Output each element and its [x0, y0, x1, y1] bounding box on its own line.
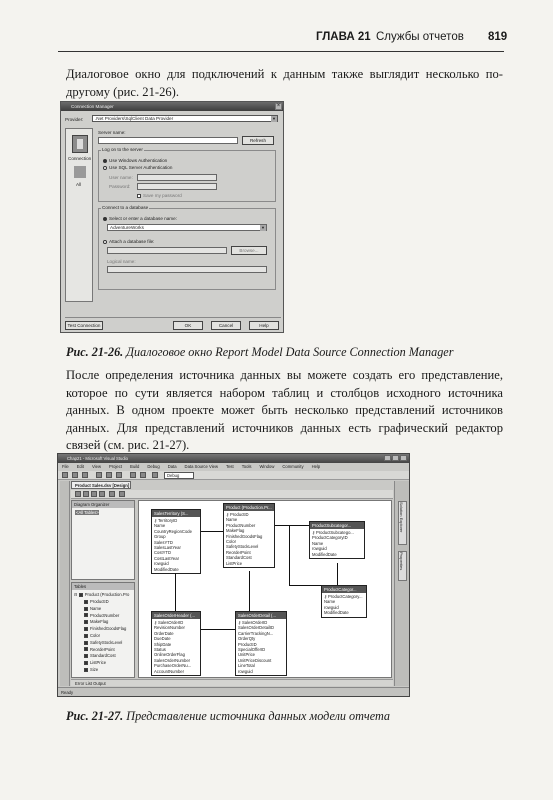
- tables-pane: [71, 582, 135, 678]
- checkbox-icon: [84, 661, 88, 665]
- relationship-line[interactable]: [201, 629, 235, 630]
- test-connection-button[interactable]: Test Connection: [65, 321, 103, 330]
- figure-21-27-caption: [66, 709, 506, 724]
- user-name-input[interactable]: [137, 174, 217, 181]
- dsv-table-header[interactable]: ProductCategor...: [322, 586, 366, 593]
- dsv-column[interactable]: SafetyStockLevel: [226, 544, 259, 550]
- dsv-column[interactable]: DueDate: [154, 636, 171, 642]
- caption-text: Представление источника данных модели отчета: [123, 709, 391, 723]
- tree-column-item[interactable]: [84, 606, 101, 612]
- menu-item-view[interactable]: View: [91, 464, 101, 469]
- new-relationship-icon[interactable]: [83, 491, 89, 497]
- header-rule: [58, 51, 504, 52]
- tables-header: Tables: [72, 583, 134, 590]
- chapter-label: ГЛАВА 21: [316, 31, 371, 43]
- caption-text: Диалоговое окно Report Model Data Source Connection Manager: [123, 345, 454, 359]
- radio-off-icon: [103, 240, 107, 244]
- database-select[interactable]: [107, 224, 267, 231]
- dsv-column[interactable]: SpecialOfferID: [238, 646, 266, 652]
- dsv-table-header[interactable]: SalesTerritory (S...: [152, 510, 200, 517]
- delete-icon[interactable]: [109, 491, 115, 497]
- menu-item-tools[interactable]: Tools: [241, 464, 252, 469]
- dsv-table-body: [152, 517, 200, 573]
- radio-on-icon: [103, 159, 107, 163]
- dsv-column[interactable]: UnitPriceDiscount: [238, 657, 272, 663]
- tree-column-item[interactable]: [84, 619, 108, 625]
- dsv-column[interactable]: CostYTD: [154, 550, 171, 556]
- connection-icon[interactable]: [72, 135, 88, 153]
- all-tables-item[interactable]: <All Tables>: [76, 510, 99, 515]
- zoom-icon[interactable]: [119, 491, 125, 497]
- menu-item-data-source-view[interactable]: Data Source View: [184, 464, 218, 469]
- dsv-column[interactable]: CountryRegionCode: [154, 528, 192, 534]
- figure-21-26-caption: [66, 345, 506, 360]
- dsv-table[interactable]: [309, 521, 365, 559]
- ok-button[interactable]: OK: [173, 321, 203, 330]
- tree-column-label: StandardCost: [90, 653, 116, 659]
- attach-file-input[interactable]: [107, 247, 227, 254]
- dsv-column[interactable]: ListPrice: [226, 560, 243, 566]
- minus-icon[interactable]: ⊟: [74, 592, 78, 597]
- minimize-icon[interactable]: [384, 455, 391, 461]
- provider-select[interactable]: [92, 115, 278, 122]
- tree-column-item[interactable]: [84, 640, 122, 646]
- dsv-table[interactable]: [321, 585, 367, 618]
- dsv-column[interactable]: ⚷ ProductID: [226, 512, 272, 517]
- logical-name-input[interactable]: [107, 266, 267, 273]
- save-password-label: Save my password: [143, 193, 182, 198]
- tab-solution-explorer[interactable]: [398, 501, 407, 545]
- logon-group: [98, 147, 276, 202]
- menu-item-data[interactable]: Data: [167, 464, 177, 469]
- tree-column-label: Name: [90, 605, 102, 611]
- tab-product-sales-dsv[interactable]: Product Sales.dsv [Design]: [71, 481, 131, 489]
- windows-auth-radio[interactable]: [103, 158, 167, 163]
- refresh-icon[interactable]: [99, 491, 105, 497]
- relationship-line[interactable]: [337, 563, 338, 585]
- tree-column-label: ProductNumber: [90, 612, 120, 618]
- dsv-table-header[interactable]: SalesOrderHeader (...: [152, 612, 200, 619]
- figure-21-26-screenshot: [60, 101, 284, 333]
- caption-label: Рис. 21-26.: [66, 345, 124, 359]
- tree-column-label: SafetyStockLevel: [90, 639, 123, 645]
- status-bar: Ready: [58, 687, 409, 696]
- user-name-label: User name:: [109, 175, 133, 180]
- maximize-icon[interactable]: [392, 455, 399, 461]
- dsv-column[interactable]: CostLastYear: [154, 555, 179, 561]
- dsv-column[interactable]: OrderDate: [154, 630, 174, 636]
- dsv-table-body: [322, 593, 366, 617]
- vs-menu-bar: [58, 463, 409, 471]
- dsv-column[interactable]: ⚷ ProductCategory...: [324, 594, 364, 599]
- toolbox-strip[interactable]: [60, 481, 70, 686]
- connect-db-group: [98, 205, 276, 290]
- cut-icon[interactable]: [96, 472, 102, 478]
- vs-toolbar: [58, 471, 409, 480]
- dsv-column[interactable]: SalesLastYear: [154, 544, 181, 550]
- dsv-column[interactable]: MakeFlag: [226, 528, 245, 534]
- dsv-column[interactable]: rowguid: [312, 546, 327, 552]
- dsv-column[interactable]: Name: [324, 599, 336, 605]
- dsv-column[interactable]: ProductCategoryID: [312, 535, 348, 541]
- diagram-organizer-header: Diagram Organizer: [72, 501, 134, 508]
- dsv-table-header[interactable]: SalesOrderDetail (...: [236, 612, 286, 619]
- dsv-column[interactable]: Name: [312, 540, 324, 546]
- menu-item-community[interactable]: Community: [282, 464, 304, 469]
- dsv-column[interactable]: ⚷ SalesOrderID: [154, 620, 198, 625]
- dsv-table-header[interactable]: ProductSubcategor...: [310, 522, 364, 529]
- dsv-column[interactable]: rowguid: [154, 561, 169, 567]
- paste-icon[interactable]: [116, 472, 122, 478]
- server-name-input[interactable]: [98, 137, 238, 144]
- checkbox-icon: [137, 194, 141, 198]
- radio-off-icon: [103, 166, 107, 170]
- password-input[interactable]: [137, 183, 217, 190]
- dialog-main: [96, 128, 281, 302]
- dsv-column[interactable]: ModifiedDate: [312, 551, 337, 557]
- dialog-divider: [65, 317, 281, 318]
- dialog-sidebar: [65, 128, 93, 302]
- relationship-line[interactable]: [289, 525, 290, 585]
- chevron-down-icon[interactable]: ▼: [261, 225, 265, 230]
- tree-column-item[interactable]: [84, 667, 98, 673]
- dsv-table[interactable]: [235, 611, 287, 676]
- tree-column-label: Size: [90, 667, 99, 672]
- dsv-column[interactable]: Status: [154, 646, 166, 652]
- dsv-column[interactable]: ⚷ SalesOrderID: [238, 620, 284, 625]
- dsv-diagram-canvas[interactable]: [138, 500, 392, 678]
- dsv-table-body: [152, 619, 200, 675]
- menu-item-window[interactable]: Window: [259, 464, 275, 469]
- dsv-column[interactable]: Group: [154, 534, 166, 540]
- menu-item-test[interactable]: Test: [226, 464, 234, 469]
- checkbox-icon: [84, 641, 88, 645]
- relationship-line[interactable]: [249, 571, 250, 611]
- browse-button[interactable]: Browse...: [231, 246, 267, 255]
- tree-column-item[interactable]: [84, 626, 126, 632]
- server-name-label: Server name:: [98, 130, 126, 135]
- menu-item-project[interactable]: Project: [108, 464, 123, 469]
- dialog-title: Connection Manager: [71, 104, 114, 109]
- caption-label: Рис. 21-27.: [66, 709, 124, 723]
- dsv-column[interactable]: ModifiedDate: [324, 610, 349, 616]
- checkbox-icon: [84, 627, 88, 631]
- dsv-column[interactable]: ⚷ ProductSubcatego...: [312, 530, 362, 535]
- sql-auth-radio[interactable]: [103, 165, 172, 170]
- attach-db-label: Attach a database file:: [109, 239, 155, 244]
- dsv-column[interactable]: FinishedGoodsFlag: [226, 533, 263, 539]
- menu-item-file[interactable]: File: [62, 464, 69, 469]
- dsv-column[interactable]: LineTotal: [238, 663, 255, 669]
- copy-icon[interactable]: [106, 472, 112, 478]
- redo-icon[interactable]: [140, 472, 146, 478]
- undo-icon[interactable]: [130, 472, 136, 478]
- paragraph-2: После определения источника данных вы можете создать его представление, которое по сути является набором таблиц и столбцов исходного источника данных. В одном проекте может быть несколько представлений источников данных. Для представлений источников данных есть графический редактор связей (см. рис. 21-27).: [66, 368, 503, 452]
- figure-21-27-screenshot: [57, 453, 410, 697]
- tree-column-label: ListPrice: [90, 660, 107, 666]
- dsv-column[interactable]: StandardCost: [226, 555, 252, 561]
- relationship-line[interactable]: [201, 531, 223, 532]
- dsv-column[interactable]: ReorderPoint: [226, 549, 251, 555]
- dsv-column[interactable]: SalesOrderNumber: [154, 657, 191, 663]
- tree-column-item[interactable]: [84, 633, 100, 639]
- tree-column-label: FinishedGoodsFlag: [90, 626, 127, 632]
- tree-root-label: Product (Production.Pro: [84, 592, 130, 597]
- new-named-query-icon[interactable]: [91, 491, 97, 497]
- menu-item-build[interactable]: Build: [130, 464, 140, 469]
- checkbox-icon: [84, 620, 88, 624]
- start-icon[interactable]: [152, 472, 158, 478]
- database-value: AdventureWorks: [110, 225, 144, 230]
- diagram-organizer-pane: [71, 500, 135, 580]
- radio-on-icon: [103, 217, 107, 221]
- checkbox-icon: [84, 647, 88, 651]
- relationship-line[interactable]: [275, 525, 309, 526]
- tree-column-item[interactable]: [84, 647, 115, 653]
- dsv-table[interactable]: [151, 611, 201, 676]
- password-label: Password:: [109, 184, 131, 189]
- help-button[interactable]: Help: [249, 321, 279, 330]
- new-project-icon[interactable]: [62, 472, 68, 478]
- vs-title: Chap21 - Microsoft Visual Studio: [67, 456, 128, 461]
- tree-column-item[interactable]: [84, 613, 119, 619]
- menu-item-debug[interactable]: Debug: [147, 464, 160, 469]
- tree-column-label: ReorderPoint: [90, 646, 115, 652]
- refresh-button[interactable]: Refresh: [242, 136, 274, 145]
- select-db-radio[interactable]: [103, 216, 177, 221]
- dsv-toolbar: [71, 490, 393, 499]
- select-db-label: Select or enter a database name:: [109, 216, 177, 221]
- relationship-line[interactable]: [175, 573, 176, 611]
- dsv-column[interactable]: SalesYTD: [154, 539, 173, 545]
- tree-column-label: ProductID: [90, 599, 109, 604]
- solution-explorer-label: Solution Explorer: [399, 502, 404, 533]
- all-properties-icon[interactable]: [74, 166, 86, 178]
- open-icon[interactable]: [72, 472, 78, 478]
- tree-column-item[interactable]: [84, 653, 116, 659]
- dsv-column[interactable]: SalesOrderDetailID: [238, 625, 275, 631]
- save-password-checkbox[interactable]: [137, 193, 182, 198]
- dsv-column[interactable]: OrderQty: [238, 636, 256, 642]
- dsv-column[interactable]: ProductID: [238, 641, 257, 647]
- checkbox-icon: [84, 613, 88, 617]
- close-icon[interactable]: [400, 455, 407, 461]
- dsv-table[interactable]: [223, 503, 275, 568]
- menu-item-edit[interactable]: Edit: [76, 464, 84, 469]
- tree-root-product[interactable]: [74, 592, 129, 598]
- dsv-table-body: [310, 529, 364, 558]
- provider-label: Provider:: [65, 117, 84, 122]
- config-select[interactable]: Debug: [164, 472, 194, 479]
- dsv-column[interactable]: Name: [226, 517, 238, 523]
- dsv-table-header[interactable]: Product (Production.Pr...: [224, 504, 274, 511]
- checkbox-icon: [84, 654, 88, 658]
- properties-label: Properties: [399, 552, 404, 571]
- add-table-icon[interactable]: [75, 491, 81, 497]
- checkbox-icon: [84, 668, 88, 672]
- checkbox-icon: [84, 600, 88, 604]
- right-dock-strip: [394, 481, 409, 686]
- menu-item-help[interactable]: Help: [311, 464, 321, 469]
- dsv-column[interactable]: OnlineOrderFlag: [154, 652, 185, 658]
- dsv-column[interactable]: rowguid: [238, 668, 253, 674]
- dsv-table-body: [236, 619, 286, 675]
- dsv-column[interactable]: ModifiedDate: [154, 566, 179, 572]
- cancel-button[interactable]: Cancel: [211, 321, 241, 330]
- sql-auth-label: Use SQL Server Authentication: [109, 165, 173, 170]
- paragraph-1: Диалоговое окно для подключений к данным также выглядит несколько по-другому (рис. 21-26).: [66, 67, 503, 99]
- dsv-table[interactable]: [151, 509, 201, 574]
- tree-column-item[interactable]: [84, 660, 106, 666]
- logical-name-label: Logical name:: [107, 259, 136, 264]
- tab-properties[interactable]: [398, 551, 407, 581]
- tree-column-label: Color: [90, 633, 101, 638]
- relationship-line[interactable]: [289, 585, 321, 586]
- dsv-column[interactable]: CarrierTrackingN...: [238, 630, 274, 636]
- windows-auth-label: Use Windows Authentication: [109, 158, 168, 163]
- page-header: [0, 30, 553, 50]
- attach-db-radio[interactable]: [103, 239, 154, 244]
- dsv-column[interactable]: UnitPrice: [238, 652, 255, 658]
- dsv-column[interactable]: AccountNumber: [154, 668, 185, 674]
- page-number: 819: [488, 31, 508, 43]
- checkbox-icon: [84, 634, 88, 638]
- connect-db-label: Connect to a database: [102, 205, 149, 210]
- close-icon[interactable]: ×: [276, 103, 281, 109]
- chapter-title: Службы отчетов: [376, 31, 464, 43]
- sidebar-all-label[interactable]: All: [76, 182, 82, 187]
- provider-value: .Net Providers\SqlClient Data Provider: [95, 116, 174, 121]
- checkbox-icon: [84, 607, 88, 611]
- tree-column-item[interactable]: [84, 599, 109, 605]
- dsv-column[interactable]: ⚷ TerritoryID: [154, 518, 198, 523]
- sidebar-connection-label[interactable]: Connection: [68, 156, 92, 161]
- dsv-column[interactable]: RevisionNumber: [154, 625, 185, 631]
- tree-column-label: MakeFlag: [90, 619, 109, 625]
- dialog-title-bar: [61, 102, 283, 111]
- vs-title-bar: [58, 454, 409, 463]
- logon-group-label: Log on to the server: [102, 147, 143, 152]
- dsv-column[interactable]: ShipDate: [154, 641, 172, 647]
- dsv-column[interactable]: PurchaseOrderNu...: [154, 663, 192, 669]
- dsv-column[interactable]: ProductNumber: [226, 522, 256, 528]
- chevron-down-icon[interactable]: ▼: [272, 116, 276, 121]
- dsv-column[interactable]: rowguid: [324, 604, 339, 610]
- bottom-tool-tabs[interactable]: Error List Output: [71, 679, 393, 686]
- save-icon[interactable]: [82, 472, 88, 478]
- dsv-table-body: [224, 511, 274, 567]
- table-icon: [79, 593, 83, 597]
- dsv-column[interactable]: Name: [154, 523, 166, 529]
- dsv-column[interactable]: Color: [226, 538, 237, 544]
